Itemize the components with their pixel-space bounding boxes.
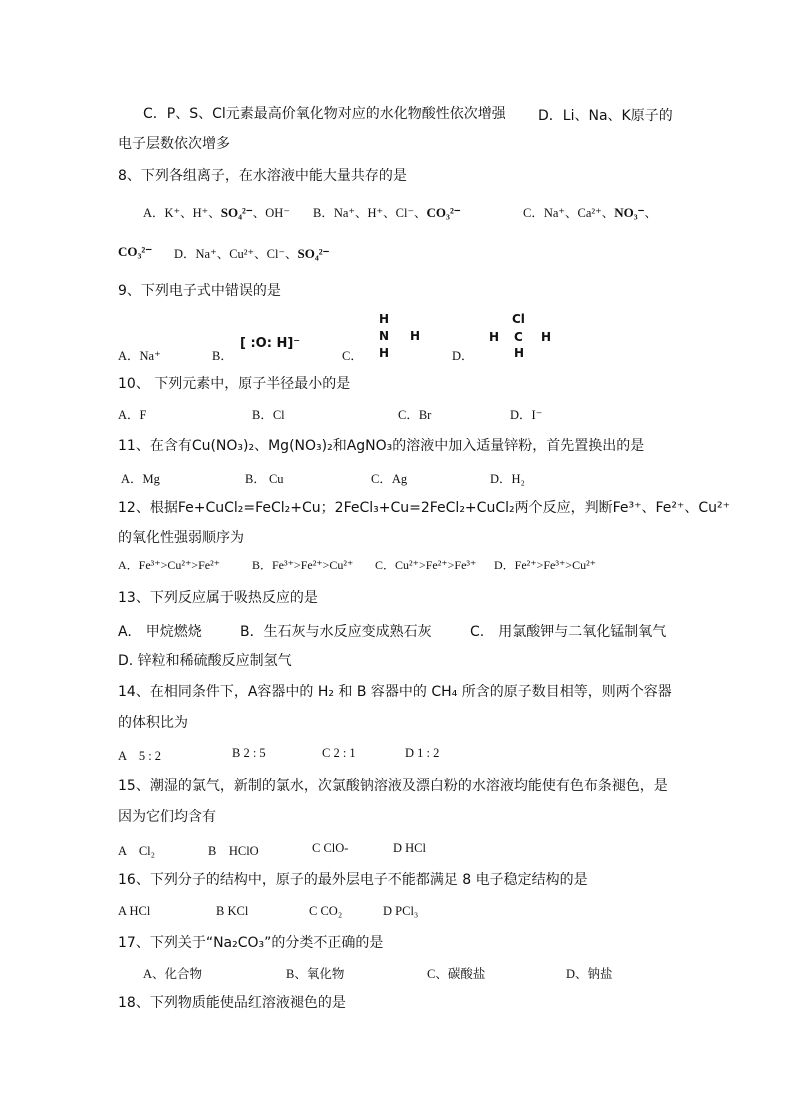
q17-stem: 17、下列关于“Na₂CO₃”的分类不正确的是 [118,935,384,951]
q12-option-b: B．Fe³⁺>Fe²⁺>Cu²⁺ [252,558,354,572]
q8-d-text: D．Na⁺、Cu²⁺、Cl⁻、 [174,247,298,261]
q8-option-d [174,244,330,262]
q15-option-b: B HClO [208,844,259,858]
q8-d-ion: SO₄²⁻ [297,246,330,261]
q9-d-cl: Cl [512,312,525,326]
q9-d-c: C [514,330,523,344]
q12-option-c: C．Cu²⁺>Fe²⁺>Fe³⁺ [375,558,477,572]
q13-option-b: B．生石灰与水反应变成熟石灰 [240,624,432,640]
q17-option-d: D、钠盐 [566,967,613,981]
q9-stem: 9、下列电子式中错误的是 [118,283,281,299]
q14-option-d: D 1 : 2 [405,746,440,760]
q10-option-a: A．F [118,408,147,422]
q17-option-a: A、化合物 [143,967,203,981]
q8-a-ion: SO₄²⁻ [220,205,253,220]
q9-b-formula: [ :O: H]⁻ [240,336,301,351]
q16-option-d: D PCl₃ [383,904,419,918]
q9-c-h-right: H [410,329,421,343]
q13-stem: 13、下列反应属于吸热反应的是 [118,590,318,606]
q12-stem-cont: 的氧化性强弱顺序为 [118,530,244,546]
q8-option-c-cont [118,244,152,260]
q17-option-c: C、碳酸盐 [427,967,486,981]
q14-stem-cont: 的体积比为 [118,715,188,731]
q13-option-c: C. 用氯酸钾与二氧化锰制氧气 [470,624,667,640]
q16-stem: 16、下列分子的结构中，原子的最外层电子不能都满足 8 电子稳定结构的是 [118,872,588,888]
q11-option-b: B． Cu [245,472,284,486]
q16-option-b: B KCl [216,904,249,918]
q9-c-h-bottom: H [379,346,390,360]
q8-c-ion: NO₃⁻ [614,205,645,220]
q10-stem: 10、 下列元素中，原子半径最小的是 [118,376,351,392]
q16-option-c: C CO₂ [309,904,343,918]
q16-option-a: A HCl [118,904,151,918]
q8-c-text: C．Na⁺、Ca²⁺、 [523,206,615,220]
q12-stem: 12、根据Fe+CuCl₂=FeCl₂+Cu；2FeCl₃+Cu=2FeCl₂+CuCl₂两个反应，判断Fe³⁺、Fe²⁺、Cu²⁺ [118,500,731,516]
q8-c-post: 、 [644,206,658,220]
q7-option-d-cont: 电子层数依次增多 [118,136,230,152]
q9-option-c: C． [342,349,363,363]
q12-option-a: A．Fe³⁺>Cu²⁺>Fe²⁺ [118,558,221,572]
q11-option-a: A．Mg [121,472,160,486]
q8-option-c [523,203,657,221]
q13-option-a: A. 甲烷燃烧 [118,624,202,640]
q8-option-a [143,203,290,221]
q17-option-b: B、氧化物 [286,967,345,981]
q9-d-h-bottom: H [514,346,525,360]
q9-d-h-right: H [541,330,552,344]
q9-option-a: A．Na⁺ [118,349,161,363]
q8-a-text: A．K⁺、H⁺、 [143,206,221,220]
q9-c-n: N [379,329,390,343]
q10-option-b: B．Cl [252,408,285,422]
q15-option-a: A Cl₂ [118,844,156,858]
q7-option-c: C．P、S、Cl元素最高价氧化物对应的水化物酸性依次增强 [143,106,506,122]
q9-option-b: B． [212,349,233,363]
q8-b-ion: CO₃²⁻ [426,205,461,220]
q11-option-c: C．Ag [371,472,408,486]
q15-option-d: D HCl [393,841,426,855]
q18-stem: 18、下列物质能使品红溶液褪色的是 [118,995,346,1011]
q14-option-b: B 2 : 5 [232,746,266,760]
q10-option-d: D．I⁻ [510,408,543,422]
q9-option-d: D． [452,349,474,363]
q8-stem: 8、下列各组离子，在水溶液中能大量共存的是 [118,168,407,184]
q9-c-h-top: H [379,312,390,326]
q13-option-d: D. 锌粒和稀硫酸反应制氢气 [118,653,292,669]
q14-option-c: C 2 : 1 [322,746,356,760]
q15-option-c: C ClO- [312,841,349,855]
q10-option-c: C．Br [398,408,432,422]
q12-option-d: D．Fe²⁺>Fe³⁺>Cu²⁺ [494,558,597,572]
q15-stem-cont: 因为它们均含有 [118,809,216,825]
q7-option-d: D．Li、Na、K原子的 [538,108,673,124]
q8-a-post: 、OH⁻ [252,206,290,220]
q11-stem: 11、在含有Cu(NO₃)₂、Mg(NO₃)₂和AgNO₃的溶液中加入适量锌粉，首先置换出的是 [118,438,645,454]
q8-b-text: B．Na⁺、H⁺、Cl⁻、 [313,206,427,220]
q14-stem: 14、在相同条件下，A容器中的 H₂ 和 B 容器中的 CH₄ 所含的原子数目相等，则两个容器 [118,684,672,700]
q8-option-b [313,203,461,221]
q8-c-ion2: CO₃²⁻ [118,244,153,259]
q9-d-h-left: H [489,330,500,344]
q11-option-d: D．H₂ [490,472,525,486]
q15-stem: 15、潮湿的氯气，新制的氯水，次氯酸钠溶液及漂白粉的水溶液均能使有色布条褪色，是 [118,778,668,794]
q14-option-a: A 5 : 2 [118,749,162,763]
